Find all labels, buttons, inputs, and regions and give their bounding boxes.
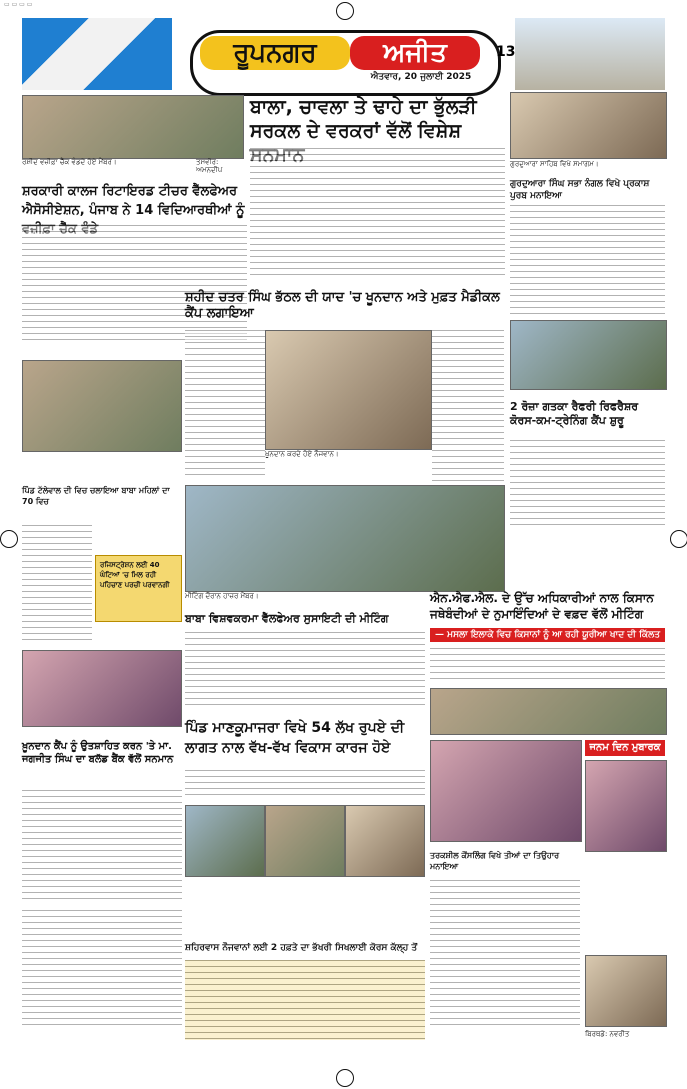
photo-gatka (510, 320, 667, 390)
headline-s5: 2 ਰੋਜ਼ਾ ਗਤਕਾ ਰੈਫਰੀ ਰਿਫਰੈਸ਼ਰ ਕੋਰਸ-ਕਮ-ਟ੍ਰੇਨਿੰਗ ਕੈਂਪ ਸ਼ੁਰੂ (510, 400, 639, 427)
page-number: 13 (496, 44, 516, 60)
photo-village-1 (185, 805, 265, 877)
body-s1 (250, 148, 505, 278)
photo-village-3 (345, 805, 425, 877)
body-s7 (430, 648, 665, 683)
headline-s12: ਸ਼ਹਿਰਵਾਸ ਨੌਜਵਾਨਾਂ ਲਈ 2 ਹਫ਼ਤੇ ਦਾ ਭੱਖਰੀ ਸਿਖਲਾਈ ਕੋਰਸ ਕੱਲ੍ਹ ਤੋਂ (185, 943, 418, 953)
headline-s2: ਸ਼ਰਕਾਰੀ ਕਾਲਜ ਰਿਟਾਇਰਡ ਟੀਚਰ ਵੈੱਲਫੇਅਰ ਐਸੋਸੀਏਸ਼ਨ, ਪੰਜਾਬ ਨੇ 14 ਵਿਦਿਆਰਥੀਆਂ ਨੂੰ ਵਜ਼ੀਫ਼ਾ ਚੈੱਕ ਵੰਡੇ (22, 184, 245, 237)
body-s9 (185, 770, 425, 800)
birthday-banner: ਜਨਮ ਦਿਨ ਮੁਬਾਰਕ (585, 740, 665, 756)
masthead-left-word: ਰੂਪਨਗਰ (200, 36, 350, 70)
caption-birthday: ਬਿਰਥਡੇ: ਨਵਰੀਤ (585, 1030, 630, 1038)
masthead-left-image (22, 18, 172, 90)
masthead-right-word: ਅਜੀਤ (350, 36, 480, 70)
print-slug: ▭ ▭ ▭ ▭ (4, 1, 33, 8)
registration-mark-top (336, 2, 354, 20)
photo-left-group (22, 360, 182, 452)
headline-s9: ਪਿੰਡ ਮਾਣਕੂਮਾਜਰਾ ਵਿਖੇ 54 ਲੱਖ ਰੁਪਏ ਦੀ ਲਾਗਤ ਨਾਲ ਵੱਖ-ਵੱਖ ਵਿਕਾਸ ਕਾਰਜ ਹੋਏ (185, 720, 405, 756)
caption-scholarship: ਰਸ਼ੀਦ ਵਜ਼ੀਫ਼ਾ ਚੈੱਕ ਵੰਡਦੇ ਹੋਏ ਮੈਂਬਰ। (22, 158, 117, 166)
yellow-callout-text: ਰਜਿਸਟ੍ਰੇਸ਼ਨ ਲਈ 40 ਘੰਟਿਆਂ 'ਚ ਮਿਲ ਰਹੀ ਪਹਿਚਾਣ ਪਰਚੀ ਪਰਵਾਨਗੀ (100, 561, 170, 589)
headline-s10: ਖ਼ੂਨਦਾਨ ਕੈਂਪ ਨੂੰ ਉਤਸ਼ਾਹਿਤ ਕਰਨ 'ਤੇ ਮਾ. ਜਗਜੀਤ ਸਿੰਘ ਦਾ ਬਲੱਡ ਬੈਂਕ ਵੱਲੋਂ ਸਨਮਾਨ (22, 741, 174, 765)
body-s6 (22, 525, 92, 645)
photo-teeyan (430, 740, 582, 842)
body-s8 (185, 632, 425, 707)
masthead-right-image (515, 18, 665, 90)
headline-s8: ਬਾਬਾ ਵਿਸ਼ਵਕਰਮਾ ਵੈੱਲਫੇਅਰ ਸੁਸਾਇਟੀ ਦੀ ਮੀਟਿੰਗ (185, 612, 389, 625)
registration-mark-bottom (336, 1069, 354, 1087)
body-s3 (510, 205, 665, 317)
headline-s3: ਗੁਰਦੁਆਰਾ ਸਿੰਘ ਸਭਾ ਨੰਗਲ ਵਿਖੇ ਪ੍ਰਕਾਸ਼ ਪੁਰਬ ਮਨਾਇਆ (510, 179, 650, 201)
registration-mark-right (670, 530, 687, 548)
body-s12 (185, 960, 425, 1040)
photo-gurdwara (510, 92, 667, 159)
photo-honour (22, 650, 182, 727)
edition-date: ਐਤਵਾਰ, 20 ਜੁਲਾਈ 2025 (370, 72, 472, 82)
headline-s4: ਸ਼ਹੀਦ ਚਤਰ ਸਿੰਘ ਭੱਠਲ ਦੀ ਯਾਦ 'ਚ ਖੂਨਦਾਨ ਅਤੇ ਮੁਫ਼ਤ ਮੈਡੀਕਲ ਕੈਂਪ ਲਗਾਇਆ (185, 290, 500, 321)
body-s10 (22, 790, 182, 900)
photo-village-2 (265, 805, 345, 877)
body-s11 (430, 880, 580, 1030)
body-s4-col1 (185, 330, 265, 480)
headline-s7: ਐਨ.ਐਫ.ਐਲ. ਦੇ ਉੱਚ ਅਧਿਕਾਰੀਆਂ ਨਾਲ ਕਿਸਾਨ ਜਥੇਬੰਦੀਆਂ ਦੇ ਨੁਮਾਇੰਦਿਆਂ ਦੇ ਵਫ਼ਦ ਵੱਲੋਂ ਮੀਟਿੰਗ (430, 591, 654, 621)
caption-blood-donation: ਖ਼ੂਨਦਾਨ ਕਰਦੇ ਹੋਏ ਨੌਜਵਾਨ। (265, 450, 339, 458)
caption-gurdwara: ਗੁਰਦੁਆਰਾ ਸਾਹਿਬ ਵਿਖੇ ਸਮਾਗਮ। (510, 160, 599, 168)
photo-blood-donation (265, 330, 432, 450)
photo-birthday-1 (585, 760, 667, 852)
photo-birthday-2 (585, 955, 667, 1027)
photo-credit-1: ਤਸਵੀਰ: ਅਮਨਦੀਪ (196, 158, 223, 174)
body-s5 (510, 440, 665, 530)
headline-s1: ਬਾਲਾ, ਚਾਵਲਾ ਤੇ ਢਾਹੇ ਦਾ ਭੁੱਲੜੀ ਸਰਕਲ ਦੇ ਵਰਕਰਾਂ ਵੱਲੋਂ ਵਿਸ਼ੇਸ਼ ਸਨਮਾਨ (250, 96, 477, 166)
photo-society-meeting (185, 485, 505, 592)
red-strip: — ਮਸਲਾ ਇਲਾਕੇ ਵਿਚ ਕਿਸਾਨਾਂ ਨੂੰ ਆ ਰਹੀ ਯੂਰੀਆ ਖਾਦ ਦੀ ਕਿੱਲਤ ਦਾ — (430, 628, 665, 642)
headline-s11: ਤਰਕਸ਼ੀਲ ਕੌਂਸਲਿੰਗ ਵਿਖੇ ਤੀਆਂ ਦਾ ਤਿਉਹਾਰ ਮਨਾਇਆ (430, 851, 560, 871)
headline-s6: ਪਿੰਡ ਟੱਲੇਵਾਲ ਦੀ ਵਿਚ ਚਲਾਇਆ ਬਾਬਾ ਮਹਿਲਾਂ ਦਾ 70 ਵਿਚ (22, 486, 170, 506)
yellow-callout (95, 555, 182, 622)
photo-scholarship (22, 95, 244, 159)
caption-society-meeting: ਮੀਟਿੰਗ ਦੌਰਾਨ ਹਾਜ਼ਰ ਮੈਂਬਰ। (185, 592, 259, 600)
body-s12-left (22, 910, 182, 1030)
photo-farmers-meeting (430, 688, 667, 735)
registration-mark-left (0, 530, 18, 548)
body-s2 (22, 225, 247, 345)
